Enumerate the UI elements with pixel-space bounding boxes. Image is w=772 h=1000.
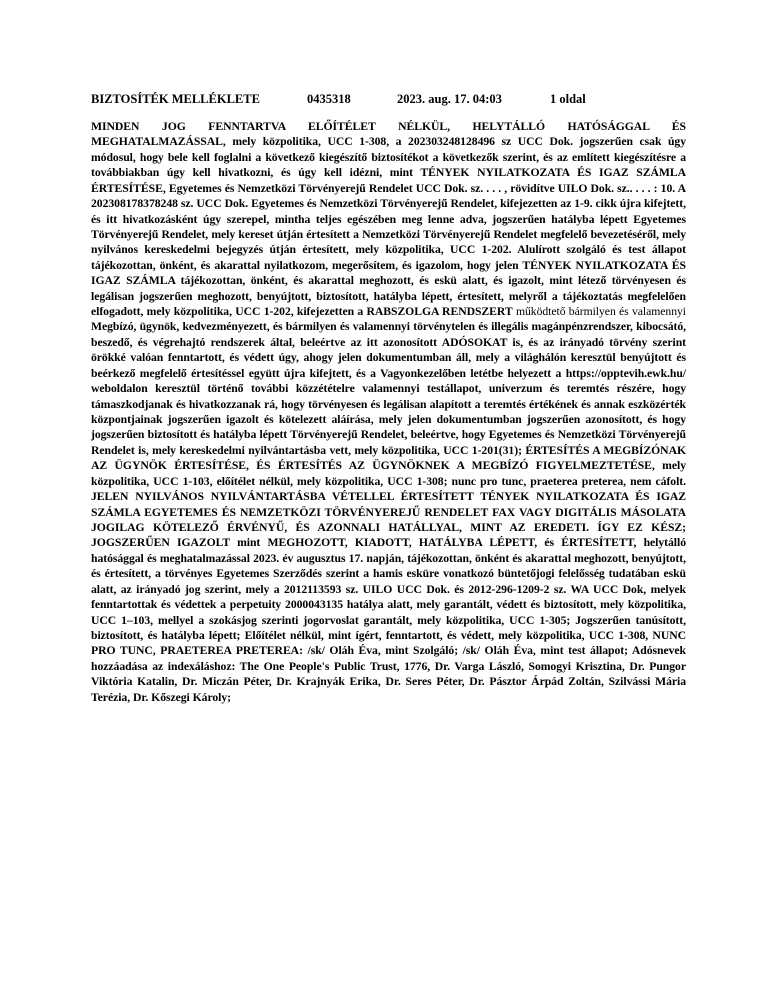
document-title: BIZTOSÍTÉK MELLÉKLETE [91, 92, 260, 106]
document-body [91, 119, 686, 705]
body-text-part-3: Megbízó, ügynök, kedvezményezett, és bármilyen és valamennyi törvénytelen és illegális magánpénzrendszer, kibocsátó, beszedő, és végrehajtó rendszerek által, beleértve az itt azonosított ADÓSOKAT is, és az irányadó törvény szerint örökké valóan fenntartott, és védett úgy, ahogy jelen dokumentumban áll, mely a világhálón keresztül benyújtott és beérkező megfelelő értesítéssel együtt újra kifejtett, és a Vagyonkezelőben letétbe helyezett a https://opptevih.ewk.hu/ weboldalon keresztül történő további közzétételre valamennyi testállapot, univerzum és teremtés részére, hogy támaszkodjanak és hivatkozzanak rá, hogy törvényesen és legálisan alapított a teremtés értékének és annak eszközérték központjainak jogszerűen igazolt és kötelezett aláírása, mely jelen dokumentumban jogszerűen azonosított, és hogy jogszerűen biztosított és hatályba lépett Törvényerejű Rendelet, beleértve, hogy Egyetemes és Nemzetközi Törvényerejű Rendelet is, mely kereskedelmi nyilvántartásba vett, mely közpolitika, UCC 1-201(31); ÉRTESÍTÉS A MEGBÍZÓNAK AZ ÜGYNÖK ÉRTESÍTÉSE, ÉS ÉRTESÍTÉS AZ ÜGYNÖKNEK A MEGBÍZÓ FIGYELMEZTETÉSE, mely közpolitika, UCC 1-103, előítélet nélkül, mely közpolitika, UCC 1-308; nunc pro tunc, praeterea preterea, nem cáfolt. JELEN NYILVÁNOS NYILVÁNTARTÁSBA VÉTELLEL ÉRTESÍTETT TÉNYEK NYILATKOZATA ÉS IGAZ SZÁMLA EGYETEMES ÉS NEMZETKÖZI TÖRVÉNYEREJŰ RENDELET FAX VAGY DIGITÁLIS MÁSOLATA JOGILAG KÖTELEZŐ ÉRVÉNYŰ, ÉS AZONNALI HATÁLLYAL, MINT AZ EREDETI. ÍGY EZ KÉSZ; JOGSZERŰEN IGAZOLT mint MEGHOZOTT, KIADOTT, HATÁLYBA LÉPETT, és ÉRTESÍTETT, helytálló hatósággal és meghatalmazással 2023. év augusztus 17. napján, tájékozottan, önként és akarattal meghozott, benyújtott, és értesített, a törvényes Egyetemes Szerződés szerint a hamis esküre vonatkozó büntetőjogi felelősség tudatában eskü alatt, az irányadó jog szerint, mely a 2012113593 sz. UILO UCC Dok. és 2012-296-1209-2 sz. WA UCC Dok, melyek fenntartottak és védettek a perpetuity 2000043135 hatálya alatt, mely garantált, védett és biztosított, mely közpolitika, UCC 1–103, mellyel a szokásjog szerinti jogorvoslat garantált, mely közpolitika, UCC 1-305; Jogszerűen tanúsított, biztosított, és hatályba lépett; Előítélet nélkül, mint ígért, fenntartott, és védett, mely közpolitika, UCC 1-308, NUNC PRO TUNC, PRAETEREA PRETEREA: /sk/ Oláh Éva, mint Szolgáló; /sk/ Oláh Éva, mint test állapot; Adósnevek hozzáadása az indexáláshoz: The One People's Public Trust, 1776, Dr. Varga László, Somogyi Krisztina, Dr. Pungor Viktória Katalin, Dr. Miczán Péter, Dr. Krajnyák Erika, Dr. Seres Péter, Dr. Pásztor Árpád Zoltán, Szilvássi Mária Terézia, Dr. Kőszegi Károly; [91, 320, 686, 704]
body-text-part-2: működtető bármilyen és valamennyi [512, 305, 686, 319]
body-text-part-1: MINDEN JOG FENNTARTVA ELŐÍTÉLET NÉLKÜL, HELYTÁLLÓ HATÓSÁGGAL ÉS MEGHATALMAZÁSSAL, mely közpolitika, UCC 1-308, a 202303248128496 sz UCC Dok. jogszerűen csak úgy módosul, hogy bele kell foglalni a következő kiegészítő biztosítékot a következők szerint, és az említett kiegészítésre a továbbiakban úgy kell hivatkozni, és úgy kell idézni, mint TÉNYEK NYILATKOZATA ÉS IGAZ SZÁMLA ÉRTESÍTÉSE, Egyetemes és Nemzetközi Törvényerejű Rendelet UCC Dok. sz. . . . , rövidítve UILO Dok. sz.. . . . : 10. A 202308178378248 sz. UCC Dok. Egyetemes és Nemzetközi Törvényerejű Rendelet, kifejezetten az 1-9. cikk újra kifejtett, és itt hivatkozásként úgy szerepel, mintha teljes egészében meg lenne adva, jogszerűen hatályba lépett Egyetemes Törvényerejű Rendelet, mely kereset útján értesített a Nemzetközi Törvényerejű Rendelet megfelelő bevezetéséről, mely nyilvános kereskedelmi bejegyzés útján értesített, mely közpolitika, UCC 1-202. Alulírott szolgáló és test állapot tájékozottan, önként, és akarattal nyilatkozom, megerősítem, és igazolom, hogy jelen TÉNYEK NYILATKOZATA ÉS IGAZ SZÁMLA tájékozottan, önként, és akarattal meghozott, és eskü alatt, és igazolt, mint létező törvényesen és legálisan jogszerűen meghozott, benyújtott, biztosított, hatályba lépett, értesített, melyről a tájékoztatás megfelelően elfogadott, mely közpolitika, UCC 1-202, kifejezetten a RABSZOLGA RENDSZERT [91, 120, 686, 319]
document-datetime: 2023. aug. 17. 04:03 [397, 92, 502, 106]
page-indicator: 1 oldal [550, 92, 586, 106]
document-header [91, 91, 711, 107]
document-number: 0435318 [307, 92, 351, 106]
